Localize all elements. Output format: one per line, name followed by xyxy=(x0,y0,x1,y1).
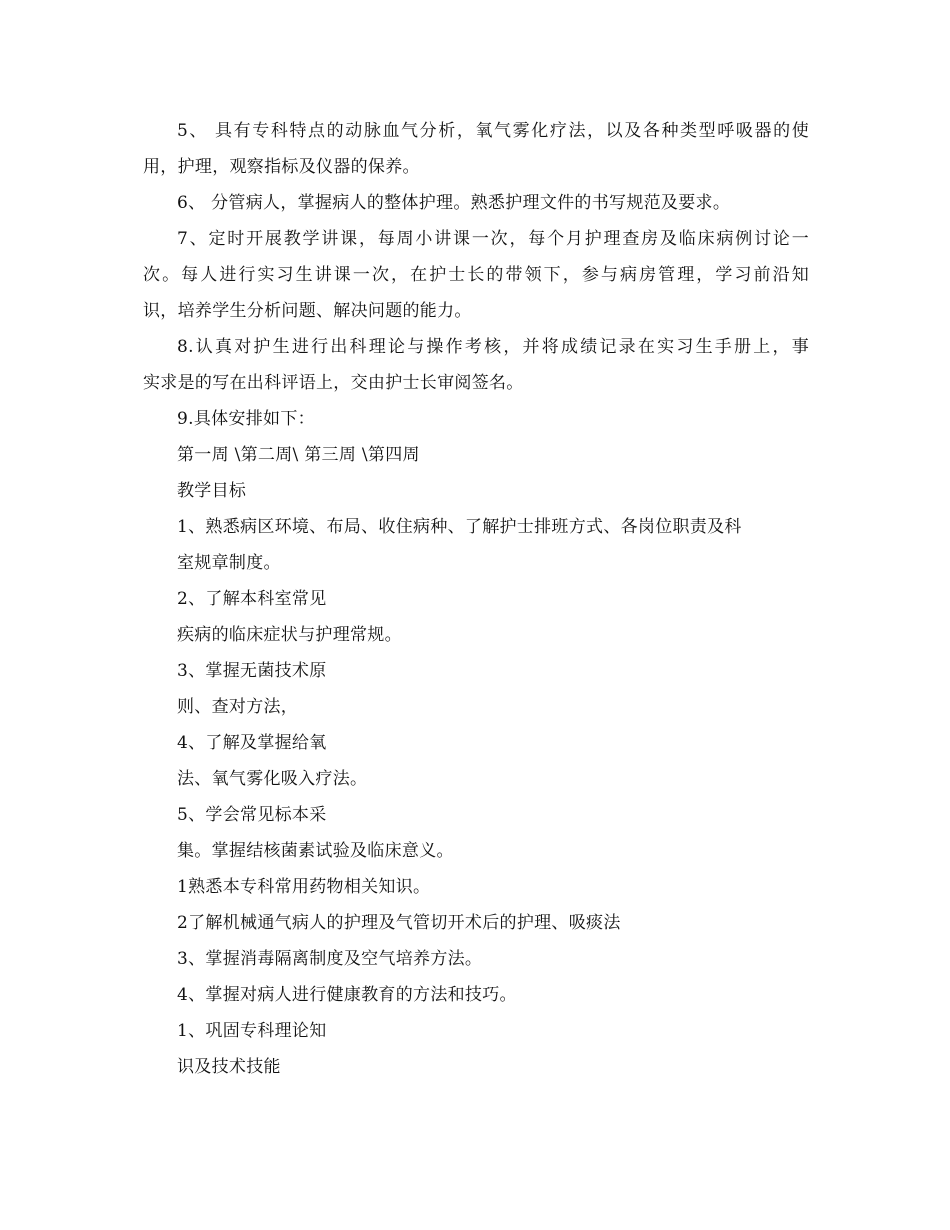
paragraph-7-line-1: 7、定时开展教学讲课，每周小讲课一次，每个月护理查房及临床病例讨论一 xyxy=(177,229,809,249)
schedule-line: 法、氧气雾化吸入疗法。 xyxy=(177,769,368,789)
schedule-line: 3、掌握消毒隔离制度及空气培养方法。 xyxy=(177,949,483,969)
schedule-line: 室规章制度。 xyxy=(177,553,281,573)
schedule-line: 集。掌握结核菌素试验及临床意义。 xyxy=(177,841,454,861)
paragraph-7-line-2: 次。每人进行实习生讲课一次，在护士长的带领下，参与病房管理，学习前沿知 xyxy=(143,265,809,285)
schedule-line: 识及技术技能 xyxy=(177,1057,281,1077)
schedule-line: 2、了解本科室常见 xyxy=(177,589,327,609)
schedule-line: 2了解机械通气病人的护理及气管切开术后的护理、吸痰法 xyxy=(177,913,621,933)
paragraph-6-line-1: 6、 分管病人，掌握病人的整体护理。熟悉护理文件的书写规范及要求。 xyxy=(177,193,731,213)
paragraph-5-line-2: 用，护理，观察指标及仪器的保养。 xyxy=(143,157,420,177)
paragraph-5-line-1: 5、 具有专科特点的动脉血气分析，氧气雾化疗法，以及各种类型呼吸器的使 xyxy=(177,121,809,141)
schedule-weeks-header: 第一周 \第二周\ 第三周 \第四周 xyxy=(177,445,420,465)
schedule-line: 5、学会常见标本采 xyxy=(177,805,327,825)
schedule-line: 1、熟悉病区环境、布局、收住病种、了解护士排班方式、各岗位职责及科 xyxy=(177,517,742,537)
schedule-line: 4、了解及掌握给氧 xyxy=(177,733,327,753)
paragraph-7-line-3: 识，培养学生分析问题、解决问题的能力。 xyxy=(143,301,472,321)
paragraph-8-line-2: 实求是的写在出科评语上，交由护士长审阅签名。 xyxy=(143,373,524,393)
schedule-label: 教学目标 xyxy=(177,481,247,501)
schedule-line: 疾病的临床症状与护理常规。 xyxy=(177,625,402,645)
schedule-line: 3、掌握无菌技术原 xyxy=(177,661,327,681)
schedule-line: 则、查对方法， xyxy=(177,697,299,717)
schedule-line: 1熟悉本专科常用药物相关知识。 xyxy=(177,877,431,897)
schedule-line: 4、掌握对病人进行健康教育的方法和技巧。 xyxy=(177,985,517,1005)
paragraph-8-line-1: 8.认真对护生进行出科理论与操作考核，并将成绩记录在实习生手册上，事 xyxy=(177,337,809,357)
schedule-line: 1、巩固专科理论知 xyxy=(177,1021,327,1041)
paragraph-9-line-1: 9.具体安排如下： xyxy=(177,409,315,429)
